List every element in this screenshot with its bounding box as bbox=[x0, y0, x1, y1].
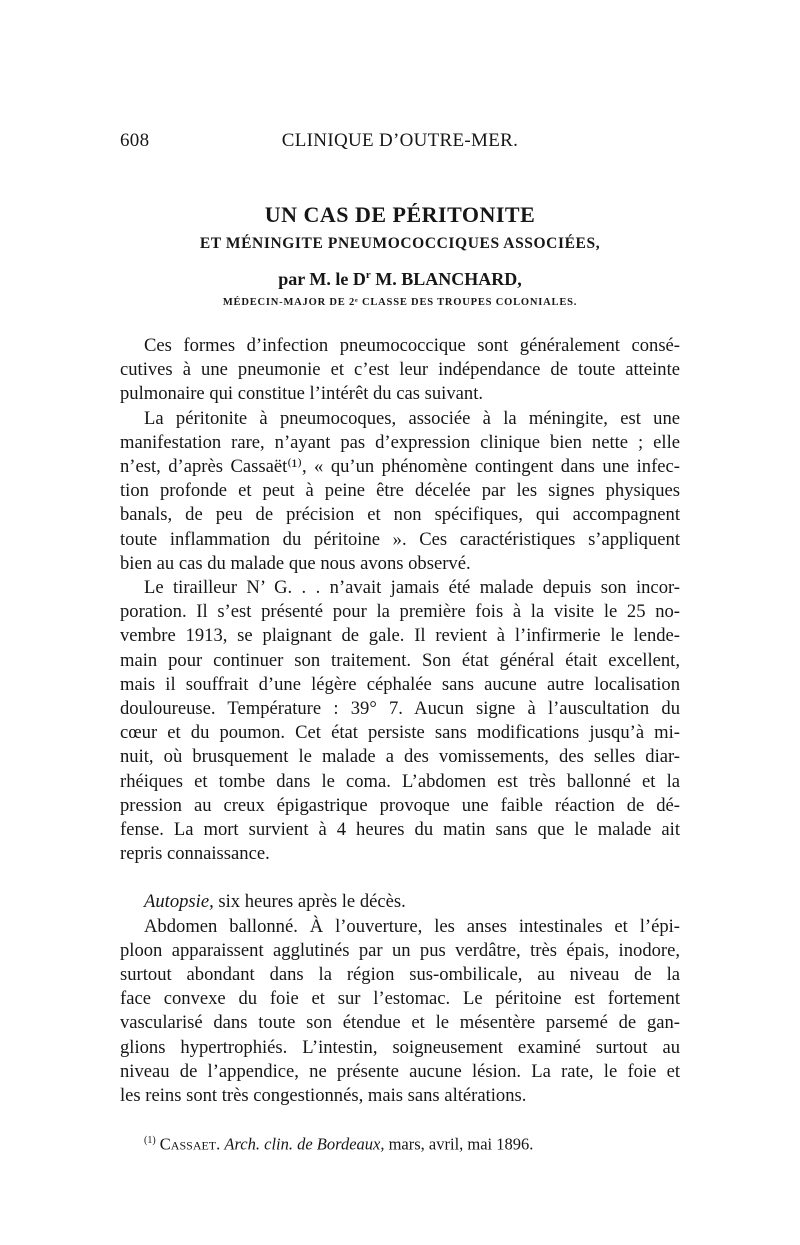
text-line: nuit, où brusquement le malade a des vomissements, des selles diar- bbox=[120, 746, 680, 768]
text-line: poration. Il s’est présenté pour la première fois à la visite le 25 no- bbox=[120, 601, 680, 623]
running-head bbox=[120, 130, 680, 160]
text-line: main pour continuer son traitement. Son état général était excellent, bbox=[120, 649, 680, 671]
article-subtitle: ET MÉNINGITE PNEUMOCOCCIQUES ASSOCIÉES, bbox=[199, 235, 601, 252]
text-line: banals, de peu de précision et non spécifiques, qui accompagnent bbox=[120, 504, 680, 526]
section-gap bbox=[120, 866, 680, 890]
text-line: pulmonaire qui constitue l’intérêt du cas suivant. bbox=[120, 383, 484, 405]
text-line: les reins sont très congestionnés, mais sans altérations. bbox=[120, 1085, 527, 1107]
byline-prefix: par M. le D bbox=[278, 269, 366, 289]
text-line: rhéiques et tombe dans le coma. L’abdomen est très ballonné et la bbox=[120, 770, 680, 792]
article-title: UN CAS DE PÉRITONITE bbox=[264, 202, 536, 227]
text-line: surtout abondant dans la région sus-ombilicale, au niveau de la bbox=[120, 964, 680, 986]
page-number: 608 bbox=[120, 130, 150, 151]
page bbox=[120, 130, 680, 1156]
text-line: face convexe du foie et sur l’estomac. Le péritoine est fortement bbox=[120, 988, 680, 1010]
text-line: Le tirailleur N’ G. . . n’avait jamais été malade depuis son incor- bbox=[144, 577, 680, 599]
text-line: niveau de l’appendice, ne présente aucune lésion. La rate, le foie et bbox=[120, 1060, 680, 1082]
text-line: La péritonite à pneumocoques, associée à la méningite, est une bbox=[144, 407, 680, 429]
text-line: tion profonde et peut à peine être décelée par les signes physiques bbox=[120, 480, 680, 502]
footnote-author: Cassaet. bbox=[159, 1134, 221, 1154]
text-line: toute inflammation du péritoine ». Ces caractéristiques s’appliquent bbox=[120, 528, 680, 550]
text-line: mais il souffrait d’une légère céphalée sans aucune autre localisation bbox=[120, 673, 680, 695]
byline-sup: r bbox=[365, 269, 371, 281]
text-line: manifestation rare, n’ayant pas d’expression clinique bien nette ; elle bbox=[120, 431, 680, 453]
text-line: cœur et du poumon. Cet état persiste sans modifications jusqu’à mi- bbox=[120, 722, 680, 744]
text-line: fense. La mort survient à 4 heures du matin sans que le malade ait bbox=[120, 819, 680, 841]
autopsy-heading bbox=[120, 890, 680, 914]
text-line: glions hypertrophiés. L’intestin, soigneusement examiné surtout au bbox=[120, 1036, 680, 1058]
footnote bbox=[120, 1130, 680, 1156]
affiliation: MÉDECIN-MAJOR DE 2ᵉ CLASSE DES TROUPES COLONIALES. bbox=[222, 297, 578, 308]
text-line: vembre 1913, se plaignant de gale. Il revient à l’infirmerie le lende- bbox=[120, 625, 680, 647]
text-line: Abdomen ballonné. À l’ouverture, les anses intestinales et l’épi- bbox=[144, 915, 680, 937]
autopsy-rest: six heures après le décès. bbox=[213, 891, 406, 913]
footnote-source: Arch. clin. de Bordeaux, bbox=[224, 1134, 385, 1154]
text-line: vascularisé dans toute son étendue et le mésentère parsemé de gan- bbox=[120, 1012, 680, 1034]
footnote-date: mars, avril, mai 1896. bbox=[384, 1134, 534, 1154]
text-line: cutives à une pneumonie et c’est leur indépendance de toute atteinte bbox=[120, 359, 680, 381]
text-line: repris connaissance. bbox=[120, 843, 270, 865]
autopsy-line bbox=[120, 890, 680, 914]
text-line: ploon apparaissent agglutinés par un pus verdâtre, très épais, inodore, bbox=[120, 939, 680, 961]
body-text bbox=[120, 334, 680, 1108]
journal-title: CLINIQUE D’OUTRE-MER. bbox=[281, 130, 519, 151]
paragraph-3 bbox=[120, 576, 680, 866]
text-line: douloureuse. Température : 39° 7. Aucun signe à l’auscultation du bbox=[120, 698, 680, 720]
text-line: n’est, d’après Cassaët⁽¹⁾, « qu’un phénomène contingent dans une infec- bbox=[120, 456, 680, 478]
text-line: pression au creux épigastrique provoque une faible réaction de dé- bbox=[120, 794, 680, 816]
byline bbox=[120, 269, 680, 290]
author-name: M. BLANCHARD, bbox=[370, 269, 522, 289]
paragraph-autopsy bbox=[120, 915, 680, 1109]
paragraph-2 bbox=[120, 407, 680, 576]
autopsy-lead: Autopsie, bbox=[144, 891, 214, 913]
paragraph-1 bbox=[120, 334, 680, 407]
text-line: Ces formes d’infection pneumococcique sont généralement consé- bbox=[144, 335, 680, 356]
text-line: bien au cas du malade que nous avons observé. bbox=[120, 552, 471, 574]
footnote-marker: (1) bbox=[144, 1135, 156, 1147]
